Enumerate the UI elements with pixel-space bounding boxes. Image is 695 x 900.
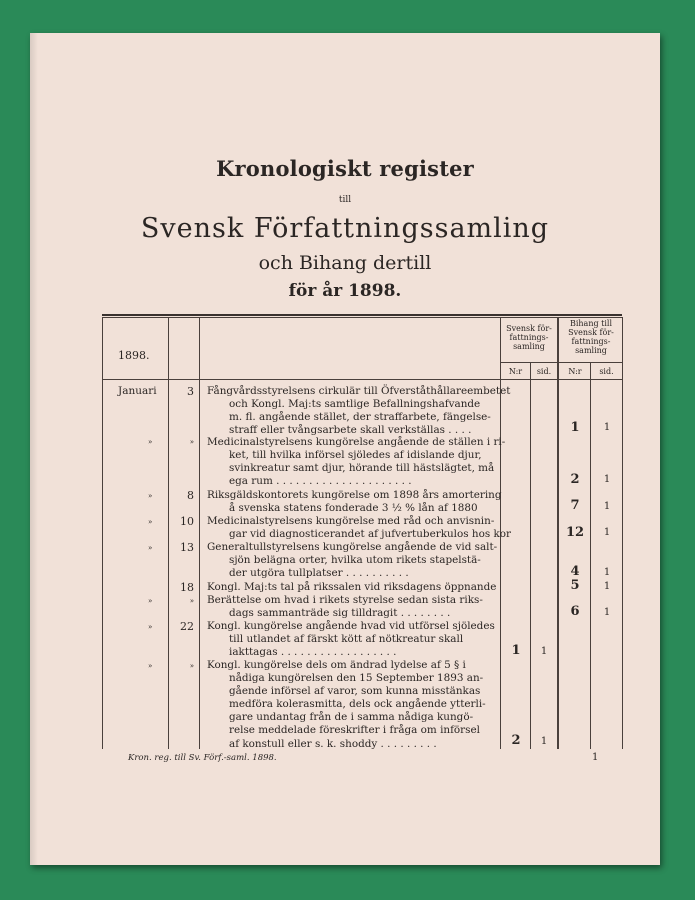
main-title: Svensk Författningssamling: [140, 213, 550, 244]
bihang-sid: 1: [603, 567, 611, 578]
bihang-nr: 5: [570, 578, 580, 593]
year-label: 1898.: [118, 349, 150, 362]
sfs-sid: 1: [540, 736, 548, 747]
entry-date: 8: [187, 489, 194, 502]
col-line-8: [622, 317, 623, 749]
bihang-sid: 1: [603, 422, 611, 433]
entry-month: »: [148, 597, 153, 605]
col-line-2: [168, 317, 169, 749]
entry-text: Kongl. Maj:ts tal på rikssalen vid riksdagens öppnande: [207, 581, 497, 593]
entry-month: »: [148, 438, 153, 446]
bihang-nr: 4: [570, 564, 580, 579]
entry-text: Medicinalstyrelsens kungörelse angående de ställen i ri- ket, till hvilka införsel sjöledes af idislande djur, svinkreatur samt djur, hörande till hästslägtet, må ega rum . . . . . . . . . . . . . . . . . . . . .: [207, 436, 506, 488]
bihang-sid: 1: [603, 501, 611, 512]
footer-signature: Kron. reg. till Sv. Förf.-saml. 1898.: [128, 753, 277, 763]
bihang-heading: Bihang till Svensk för- fattnings- samling: [568, 319, 614, 355]
col-line-3: [199, 317, 200, 749]
entry-month: »: [148, 623, 153, 631]
bihang-sid: 1: [603, 474, 611, 485]
register-title: Kronologiskt register: [216, 156, 474, 181]
column-head-rule: [500, 362, 622, 363]
entry-date: 22: [180, 620, 194, 633]
entry-text: Kongl. kungörelse dels om ändrad lydelse af 5 § i nådiga kungörelsen den 15 September 1893 an- gående införsel af varor, som kunna misstänkas medföra kolerasmitta, dels ock angående ytterli- gare undantag från de i samma nådiga kungö- relse meddelade föreskrifter i fråga om införsel af konstull eller s. k. shoddy . . . . . . . . .: [207, 659, 486, 750]
col-line-6: [557, 317, 559, 749]
col-line-5: [530, 362, 531, 749]
entry-text: Generaltullstyrelsens kungörelse angående de vid salt- sjön belägna orter, hvilka utom rikets stapelstä- der utgöra tullplatser . . . . . . . . . .: [207, 541, 498, 580]
entry-month: »: [148, 544, 153, 552]
subtitle: och Bihang dertill: [258, 252, 432, 274]
page-number: 1: [592, 752, 599, 763]
entry-text: Medicinalstyrelsens kungörelse med råd och anvisnin- gar vid diagnosticerandet af jufvertuberkulos hos kor: [207, 515, 511, 541]
sfs-sid-heading: sid.: [536, 367, 552, 376]
document-page: [30, 33, 660, 865]
entry-text: Fångvårdsstyrelsens cirkulär till Öfverståthållareembetet och Kongl. Maj:ts samtlige Befallningshafvande m. fl. angående stället, der straffarbete, fängelse- straff eller tvångsarbete skall verkställas . . . .: [207, 385, 511, 437]
bihang-sid: 1: [603, 527, 611, 538]
year-title: för år 1898.: [288, 281, 402, 301]
entry-date: »: [189, 662, 194, 670]
bihang-nr: 6: [570, 604, 580, 619]
table-top-rule-thin: [102, 317, 622, 318]
col-line-1: [102, 317, 103, 749]
bihang-sid: 1: [603, 607, 611, 618]
bihang-nr: 1: [570, 420, 580, 435]
entry-date: »: [189, 597, 194, 605]
entry-text: Kongl. kungörelse angående hvad vid utförsel sjöledes till utlandet af färskt kött af nötkreatur skall iakttagas . . . . . . . . . . . . . . . . . .: [207, 620, 495, 659]
bihang-nr: 7: [570, 498, 580, 513]
entry-date: »: [189, 438, 194, 446]
entry-month: Januari: [118, 385, 157, 397]
entry-month: »: [148, 518, 153, 526]
bihang-sid: 1: [603, 581, 611, 592]
sfs-sid: 1: [540, 646, 548, 657]
entry-date: 18: [180, 581, 194, 594]
bihang-nr: 2: [570, 472, 580, 487]
entry-month: »: [148, 492, 153, 500]
entry-text: Berättelse om hvad i rikets styrelse sedan sista riks- dags sammanträde sig tilldragit . . . . . . . .: [207, 594, 483, 620]
sfs-heading: Svensk för- fattnings- samling: [506, 324, 552, 351]
entry-month: »: [148, 662, 153, 670]
bihang-nr-heading: N:r: [568, 367, 582, 376]
entry-date: 3: [187, 385, 194, 398]
entry-text: Riksgäldskontorets kungörelse om 1898 års amortering å svenska statens fonderade 3 ½ % lån af 1880: [207, 489, 502, 515]
col-line-7: [590, 362, 591, 749]
entry-date: 10: [180, 515, 194, 528]
sfs-nr-heading: N:r: [508, 367, 523, 376]
sfs-nr: 1: [511, 643, 521, 658]
sfs-nr: 2: [511, 733, 521, 748]
till-word: till: [338, 195, 352, 205]
bihang-sid-heading: sid.: [599, 367, 614, 376]
entry-date: 13: [180, 541, 194, 554]
table-top-rule: [102, 314, 622, 316]
header-bottom-rule: [102, 379, 622, 380]
bihang-nr: 12: [565, 525, 585, 540]
